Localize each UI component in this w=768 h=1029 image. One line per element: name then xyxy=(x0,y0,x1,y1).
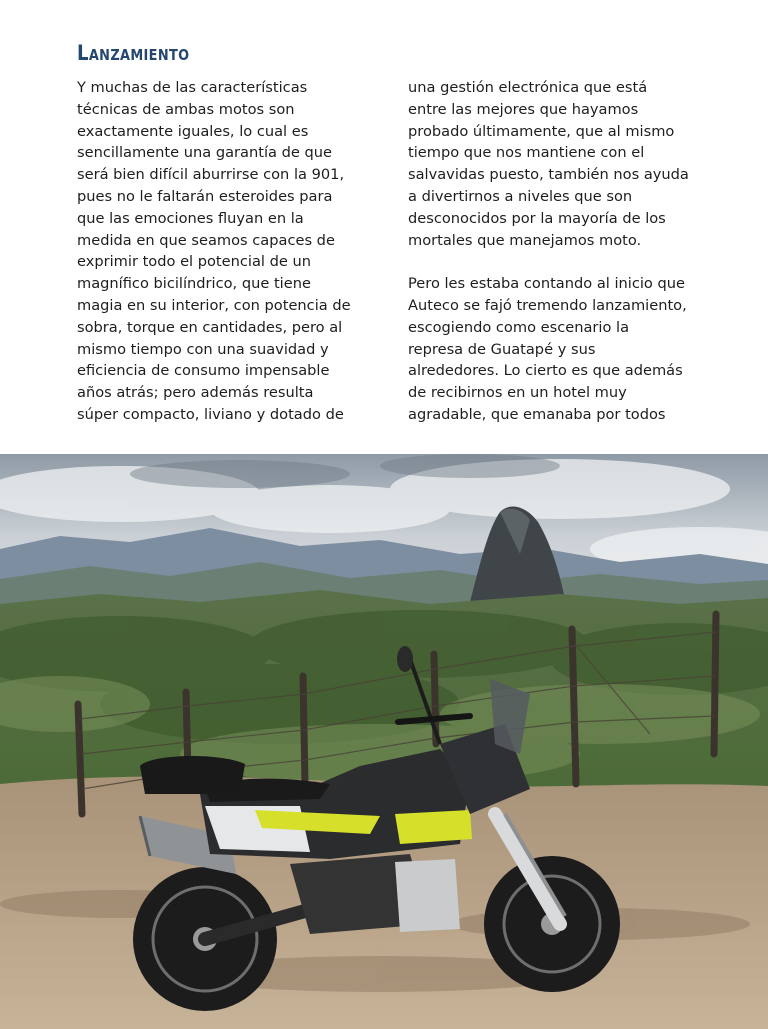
body-line: sobra, torque en cantidades, pero al xyxy=(77,318,343,336)
body-line: Pero les estaba contando al inicio que xyxy=(408,275,685,293)
body-line: desconocidos por la mayoría de los xyxy=(408,209,666,227)
section-title: Lanzamiento xyxy=(77,41,190,65)
body-line: tiempo que nos mantiene con el xyxy=(408,144,645,162)
body-line: agradable, que emanaba por todos xyxy=(408,405,666,423)
body-line: salvavidas puesto, también nos ayuda xyxy=(408,166,689,184)
body-line: súper compacto, liviano y dotado de xyxy=(77,405,344,423)
body-line: a divertirnos a niveles que son xyxy=(408,187,633,205)
body-line: probado últimamente, que al mismo xyxy=(408,122,675,140)
body-line: represa de Guatapé y sus xyxy=(408,340,596,358)
body-line: entre las mejores que hayamos xyxy=(408,100,639,118)
body-line: exprimir todo el potencial de un xyxy=(77,253,311,271)
body-line: medida en que seamos capaces de xyxy=(77,231,335,249)
body-line: técnicas de ambas motos son xyxy=(77,100,295,118)
body-line: pues no le faltarán esteroides para xyxy=(77,187,333,205)
right-text-column xyxy=(408,77,708,426)
body-line: alrededores. Lo cierto es que además xyxy=(408,362,683,380)
body-line: magia en su interior, con potencia de xyxy=(77,296,351,314)
body-line: magnífico bicilíndrico, que tiene xyxy=(77,275,311,293)
body-line: sencillamente una garantía de que xyxy=(77,144,332,162)
left-text-column xyxy=(77,77,377,426)
motorcycle-landscape-photo xyxy=(0,454,768,1029)
body-line: Auteco se fajó tremendo lanzamiento, xyxy=(408,296,687,314)
body-line: será bien difícil aburrirse con la 901, xyxy=(77,166,345,184)
body-line: mortales que manejamos moto. xyxy=(408,231,642,249)
body-line: exactamente iguales, lo cual es xyxy=(77,122,309,140)
body-line: Y muchas de las características xyxy=(77,79,308,96)
body-line: eficiencia de consumo impensable xyxy=(77,362,330,380)
body-line: mismo tiempo con una suavidad y xyxy=(77,340,329,358)
body-line: que las emociones fluyan en la xyxy=(77,209,304,227)
body-line: de recibirnos en un hotel muy xyxy=(408,384,627,402)
body-line: escogiendo como escenario la xyxy=(408,318,630,336)
body-line: años atrás; pero además resulta xyxy=(77,384,314,402)
paragraph-gap xyxy=(408,251,708,273)
body-line: una gestión electrónica que está xyxy=(408,79,648,96)
